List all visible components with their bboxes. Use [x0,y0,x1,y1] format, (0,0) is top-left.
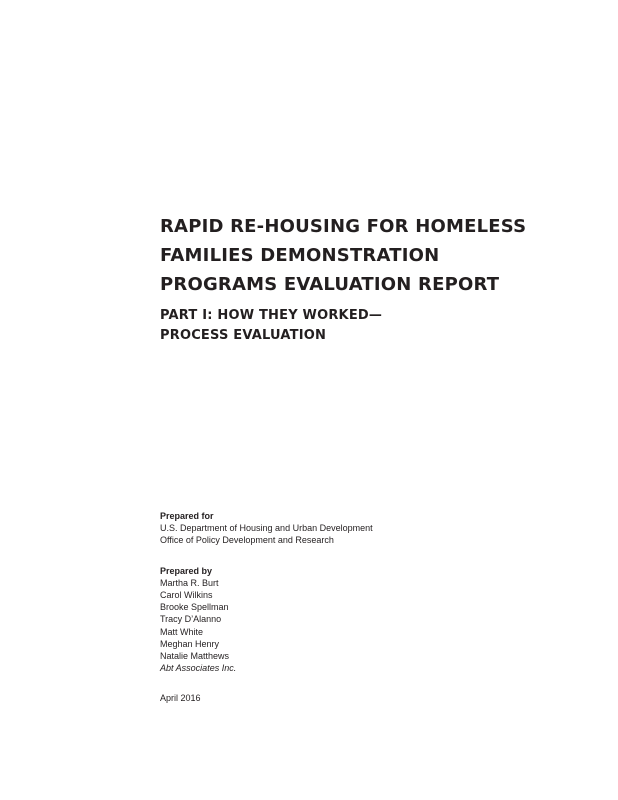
report-title [160,212,580,299]
report-title-line: RAPID RE-HOUSING FOR HOMELESS [160,216,527,237]
prepared-by-section [160,565,560,675]
author-name: Martha R. Burt [160,577,219,588]
prepared-for-heading: Prepared for [160,511,214,521]
prepared-for-line: Office of Policy Development and Research [160,535,334,546]
report-date: April 2016 [160,693,201,704]
author-name: Matt White [160,626,204,637]
author-name: Natalie Matthews [160,651,230,662]
author-name: Brooke Spellman [160,602,229,613]
prepared-for-line: U.S. Department of Housing and Urban Development [160,523,373,534]
report-title-line: FAMILIES DEMONSTRATION [160,245,440,266]
section-spacer [160,674,560,692]
report-title-line: PROGRAMS EVALUATION REPORT [160,274,500,295]
credits-block [160,510,560,705]
prepared-by-heading: Prepared by [160,565,213,576]
section-spacer [160,547,560,565]
prepared-for-section [160,510,560,547]
title-block [160,212,580,346]
report-subtitle-line: PROCESS EVALUATION [160,328,327,343]
author-name: Carol Wilkins [160,590,213,601]
organization-name: Abt Associates Inc. [160,663,237,674]
report-subtitle-line: PART I: HOW THEY WORKED— [160,308,383,323]
author-name: Meghan Henry [160,638,220,649]
author-name: Tracy D’Alanno [160,614,222,625]
report-subtitle [160,306,580,346]
